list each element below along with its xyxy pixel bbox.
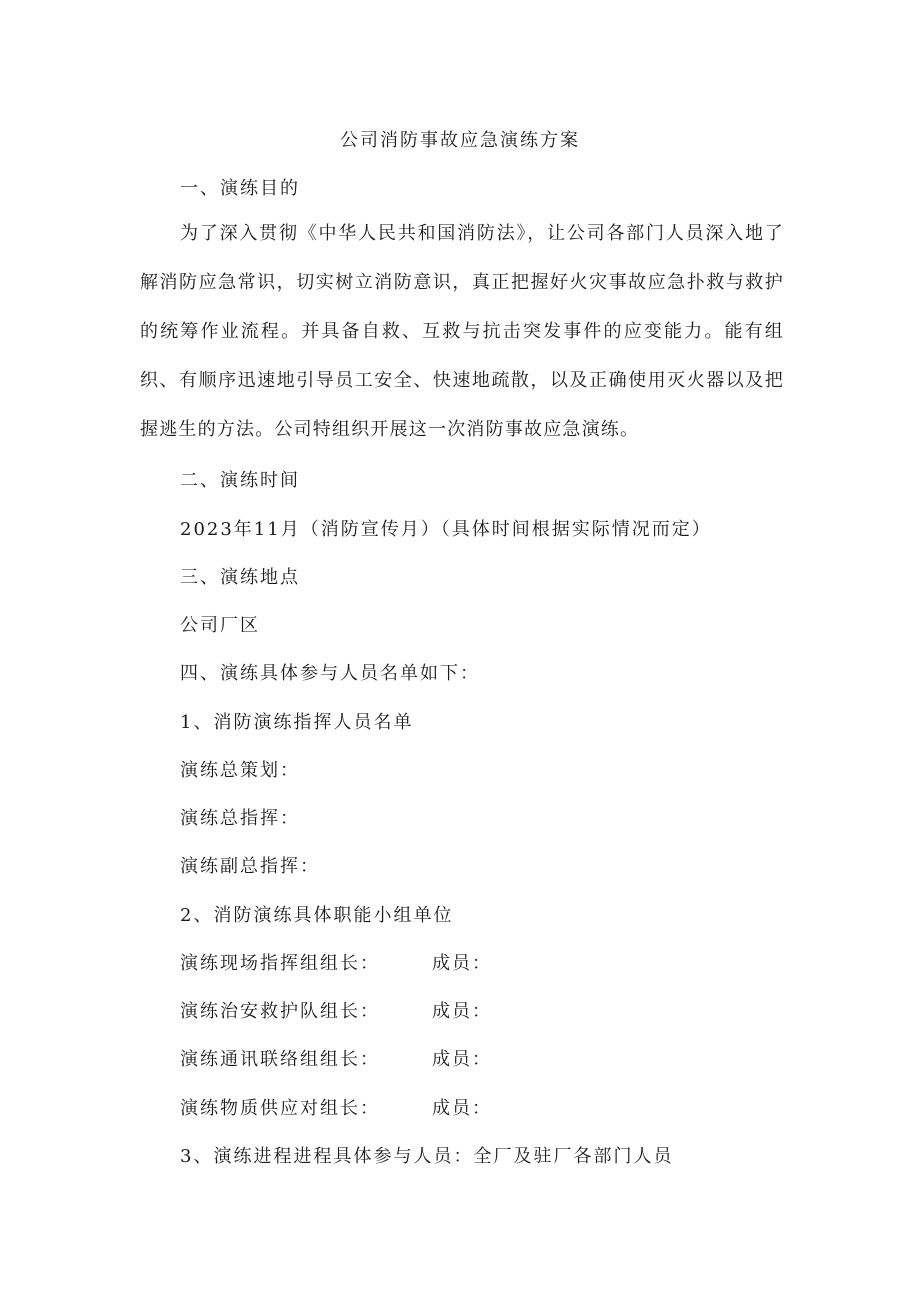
section-heading-purpose: 一、演练目的 [180, 178, 300, 199]
item-heading-all-participants: 3、演练进程进程具体参与人员：全厂及驻厂各部门人员 [180, 1146, 674, 1167]
item-heading-command: 1、消防演练指挥人员名单 [180, 712, 414, 733]
group-member-label: 成员： [432, 1098, 492, 1119]
group-leader-label: 演练物质供应对组长： [180, 1098, 380, 1119]
section-body-purpose: 为了深入贯彻《中华人民共和国消防法》，让公司各部门人员深入地了解消防应急常识，切实树立消防意识，真正把握好火灾事故应急扑救与救护的统筹作业流程。并具备自救、互救与抗击突发事件的应变能力。能有组织、有顺序迅速地引导员工安全、快速地疏散，以及正确使用灭火器以及把握逃生的方法。公司特组织开展这一次消防事故应急演练。 [140, 223, 784, 440]
section-heading-participants: 四、演练具体参与人员名单如下： [180, 663, 480, 684]
group-leader-label: 演练治安救护队组长： [180, 1001, 380, 1022]
document-title: 公司消防事故应急演练方案 [340, 130, 580, 151]
group-member-label: 成员： [432, 1049, 492, 1070]
group-member-label: 成员： [432, 953, 492, 974]
group-member-label: 成员： [432, 1001, 492, 1022]
deputy-commander-label: 演练副总指挥： [180, 856, 320, 877]
planner-label: 演练总策划： [180, 760, 300, 781]
item-heading-groups: 2、消防演练具体职能小组单位 [180, 905, 454, 926]
group-leader-label: 演练通讯联络组组长： [180, 1049, 380, 1070]
commander-label: 演练总指挥： [180, 808, 300, 829]
section-heading-location: 三、演练地点 [180, 567, 300, 588]
group-leader-label: 演练现场指挥组组长： [180, 953, 380, 974]
section-body-location: 公司厂区 [180, 615, 260, 636]
section-heading-time: 二、演练时间 [180, 470, 300, 491]
section-body-time: 2023年11月（消防宣传月）（具体时间根据实际情况而定） [180, 519, 712, 540]
